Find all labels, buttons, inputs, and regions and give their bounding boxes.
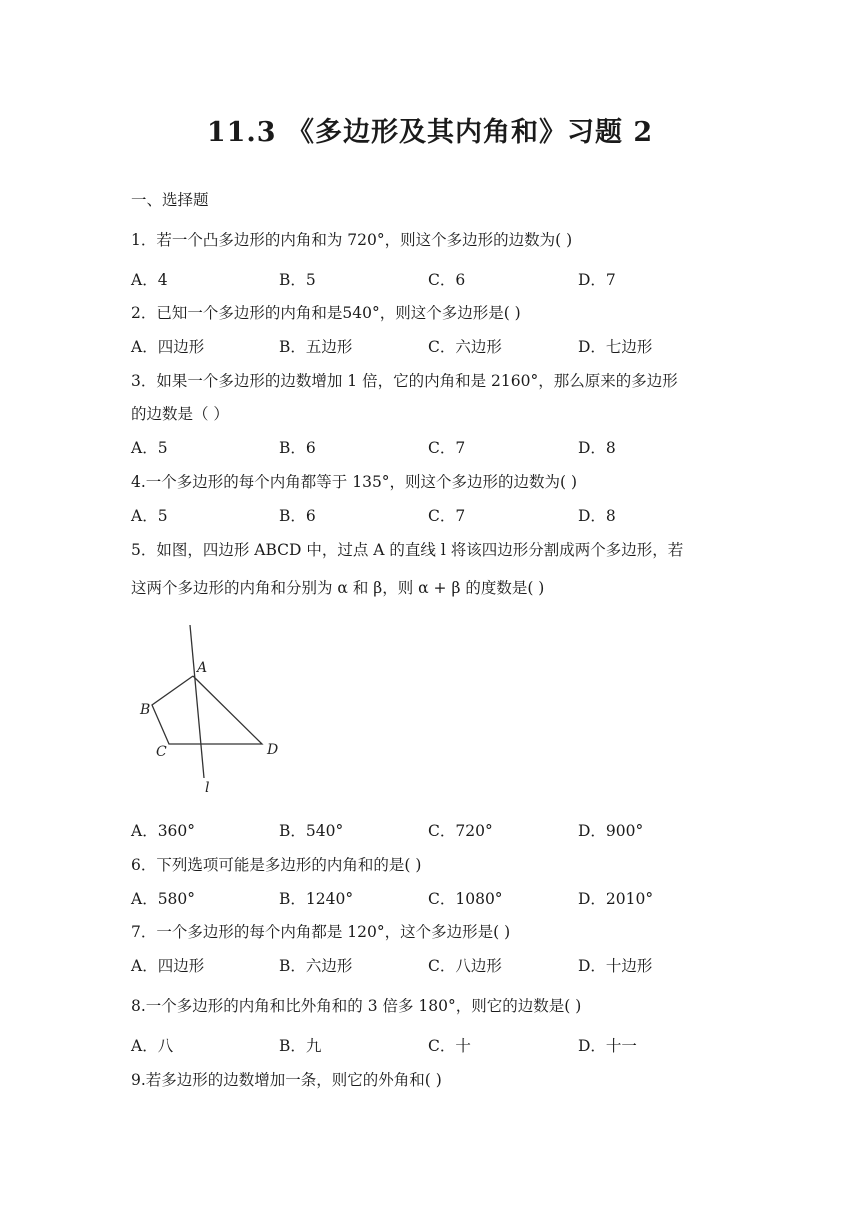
question-9: 9.若多边形的边数增加一条，则它的外角和( ): [131, 1071, 442, 1089]
option-b: B．六边形: [279, 957, 353, 975]
option-b: B．九: [279, 1037, 322, 1055]
option-a: A．四边形: [131, 957, 205, 975]
page-title: 11.3 《多边形及其内角和》习题 2: [206, 117, 654, 148]
option-d: D．十边形: [578, 957, 653, 975]
option-a: A．4: [131, 271, 168, 289]
question-1: 1．若一个凸多边形的内角和为 720°，则这个多边形的边数为( ): [131, 231, 573, 249]
label-b: B: [140, 702, 151, 718]
option-b: B．6: [279, 507, 316, 525]
question-4: 4.一个多边形的每个内角都等于 135°，则这个多边形的边数为( ): [131, 473, 578, 491]
option-a: A．580°: [131, 890, 196, 908]
question-5: 5．如图，四边形 ABCD 中，过点 A 的直线 l 将该四边形分割成两个多边形，若: [131, 541, 684, 559]
label-l: l: [205, 780, 210, 796]
option-d: D．2010°: [578, 890, 654, 908]
option-c: C．六边形: [428, 338, 502, 356]
option-c: C．十: [428, 1037, 471, 1055]
quadrilateral-figure: [130, 620, 290, 800]
label-c: C: [156, 744, 167, 760]
option-d: D．900°: [578, 822, 644, 840]
option-c: C．八边形: [428, 957, 502, 975]
section-heading: 一、选择题: [131, 191, 209, 209]
quadrilateral-abcd: [152, 676, 262, 744]
option-c: C．1080°: [428, 890, 503, 908]
option-d: D．8: [578, 439, 616, 457]
option-d: D．七边形: [578, 338, 653, 356]
option-a: A．360°: [131, 822, 196, 840]
option-c: C．7: [428, 439, 466, 457]
option-c: C．7: [428, 507, 466, 525]
question-5-cont: 这两个多边形的内角和分别为 α 和 β，则 α + β 的度数是( ): [131, 579, 545, 597]
option-b: B．五边形: [279, 338, 353, 356]
line-l: [190, 625, 204, 778]
option-a: A．八: [131, 1037, 174, 1055]
option-c: C．720°: [428, 822, 493, 840]
question-6: 6．下列选项可能是多边形的内角和的是( ): [131, 856, 422, 874]
option-d: D．8: [578, 507, 616, 525]
option-b: B．540°: [279, 822, 344, 840]
option-a: A．5: [131, 439, 168, 457]
option-b: B．5: [279, 271, 316, 289]
option-a: A．四边形: [131, 338, 205, 356]
option-b: B．6: [279, 439, 316, 457]
label-a: A: [197, 660, 208, 676]
option-b: B．1240°: [279, 890, 354, 908]
label-d: D: [267, 742, 279, 758]
question-2: 2．已知一个多边形的内角和是540°，则这个多边形是( ): [131, 304, 521, 322]
option-d: D．7: [578, 271, 616, 289]
question-8: 8.一个多边形的内角和比外角和的 3 倍多 180°，则它的边数是( ): [131, 997, 582, 1015]
option-a: A．5: [131, 507, 168, 525]
option-d: D．十一: [578, 1037, 637, 1055]
question-3: 3．如果一个多边形的边数增加 1 倍，它的内角和是 2160°，那么原来的多边形: [131, 372, 678, 390]
question-3-cont: 的边数是（ ）: [131, 405, 229, 423]
option-c: C．6: [428, 271, 466, 289]
question-7: 7．一个多边形的每个内角都是 120°，这个多边形是( ): [131, 923, 511, 941]
